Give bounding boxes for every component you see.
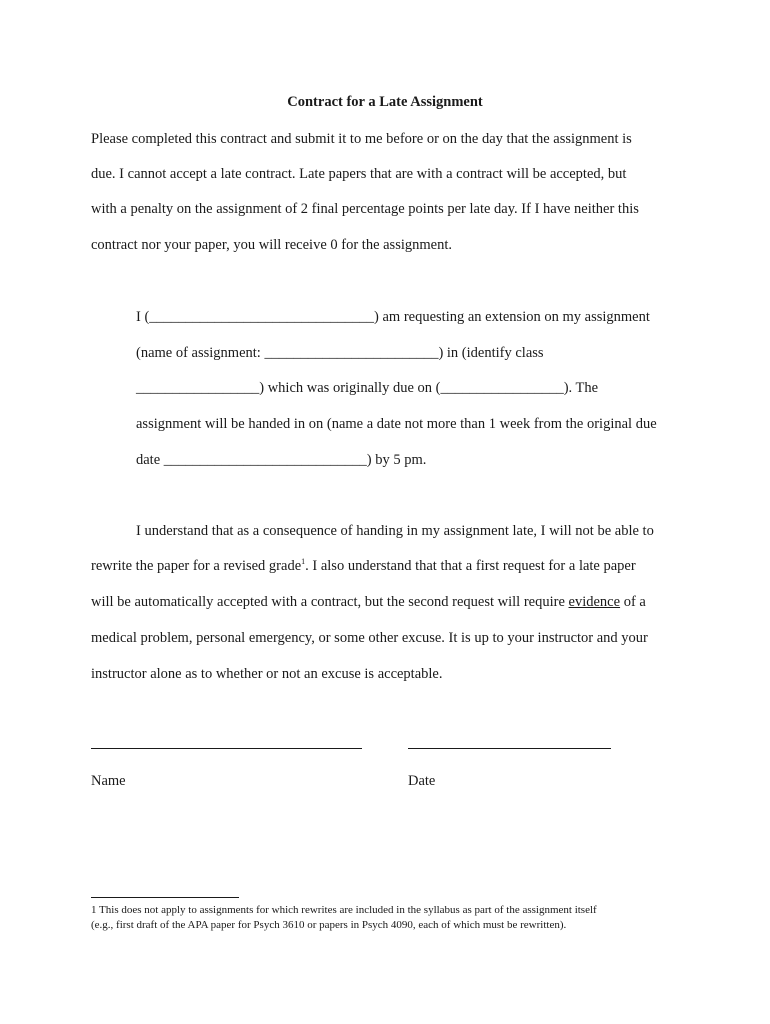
name-signature-line[interactable] [91,748,362,749]
understand-text: rewrite the paper for a revised grade [91,558,302,574]
footnote-line: (e.g., first draft of the APA paper for Psych 3610 or papers in Psych 4090, each of which must be rewritten). [91,919,567,931]
footnote-marker: 1 [301,557,306,566]
intro-line: Please completed this contract and submit it to me before or on the day that the assignment is [91,131,632,147]
request-line: date ____________________________) by 5 pm. [136,452,427,468]
evidence-emphasis: evidence [568,594,621,610]
understand-line: instructor alone as to whether or not an excuse is acceptable. [91,666,443,682]
intro-line: contract nor your paper, you will receive 0 for the assignment. [91,237,452,253]
name-label: Name [91,773,126,789]
date-signature-line[interactable] [408,748,611,749]
request-line: assignment will be handed in on (name a date not more than 1 week from the original due [136,416,657,432]
request-line: I (_______________________________) am requesting an extension on my assignment [136,309,650,325]
understand-line: I understand that as a consequence of handing in my assignment late, I will not be able to [136,523,654,539]
understand-line [91,593,646,611]
request-line: _________________) which was originally due on (_________________). The [136,380,599,396]
date-label: Date [408,773,436,789]
understand-text: . I also understand that that a first request for a late paper [305,558,636,574]
request-line: (name of assignment: ________________________) in (identify class [136,345,544,361]
understand-line: medical problem, personal emergency, or some other excuse. It is up to your instructor and your [91,630,648,646]
understand-text: will be automatically accepted with a contract, but the second request will require [91,594,569,610]
footnote-separator [91,897,239,898]
intro-line: with a penalty on the assignment of 2 final percentage points per late day. If I have neither this [91,201,639,217]
understand-text: of a [620,594,646,610]
footnote-line: 1 This does not apply to assignments for which rewrites are included in the syllabus as part of the assignment itself [91,904,597,916]
intro-line: due. I cannot accept a late contract. Late papers that are with a contract will be accepted, but [91,166,627,182]
understand-line [91,557,636,575]
document-title: Contract for a Late Assignment [287,94,483,110]
